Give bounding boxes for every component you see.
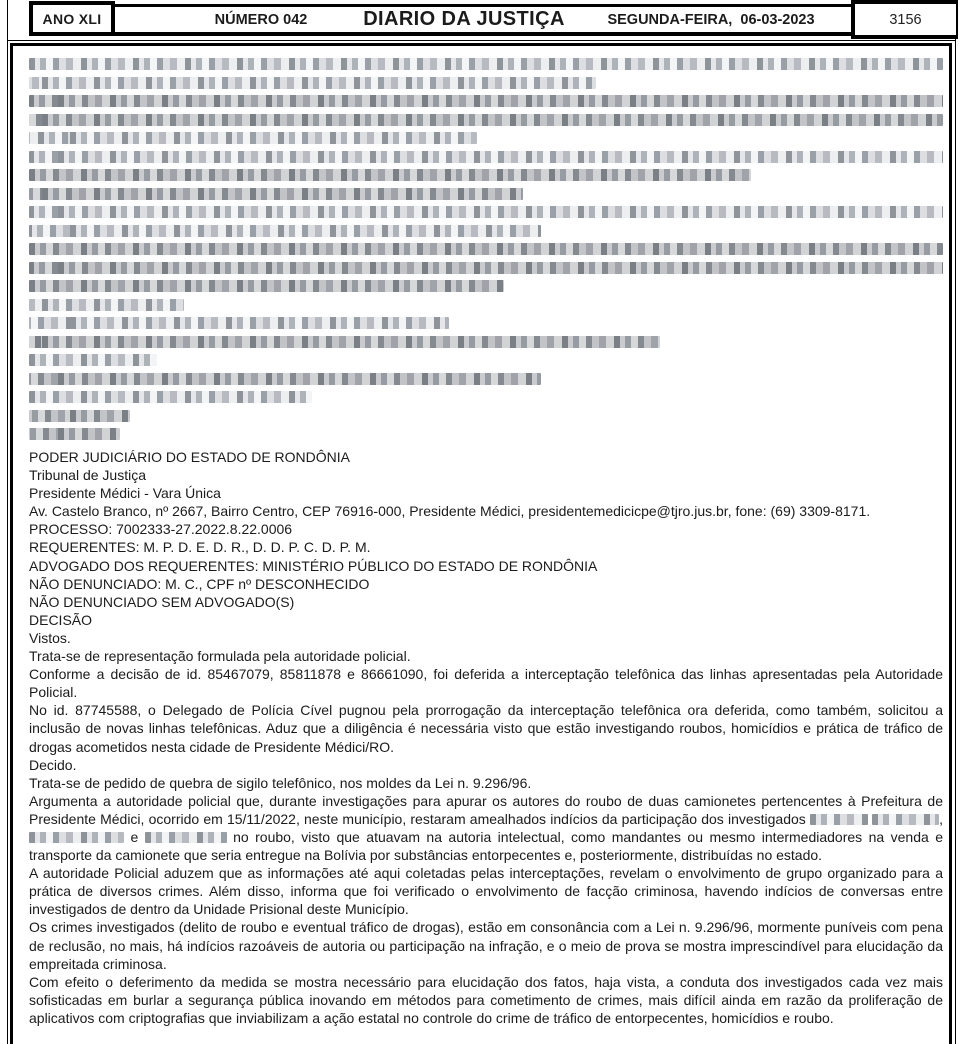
- page-border-inner: [10, 43, 952, 1044]
- doc-paragraph: Argumenta a autoridade policial que, durante investigações para apurar os autores do roubo de duas camionetes pertencentes à Prefeitura de Presidente Médici, ocorrido em 15/11/2022, neste município, restaram amealhados indícios da participação dos investigados , e no roubo, visto que atuavam na autoria intelectual, como mandantes ou mesmo intermediadores na venda e transporte da camionete que seria entregue na Bolívia por substâncias entorpecentes e, posteriormente, distribuídas no estado.: [29, 792, 944, 864]
- redacted-line: [29, 354, 157, 366]
- issue-date: SEGUNDA-FEIRA, 06-03-2023: [607, 12, 815, 28]
- redacted-name: [810, 814, 868, 825]
- doc-line: NÃO DENUNCIADO: M. C., CPF nº DESCONHECIDO: [29, 575, 370, 592]
- doc-line: DECISÃO: [29, 611, 93, 628]
- doc-line: ADVOGADO DOS REQUERENTES: MINISTÉRIO PÚBLICO DO ESTADO DE RONDÔNIA: [29, 557, 598, 574]
- edition-year-box: [29, 1, 115, 36]
- redacted-line: [29, 58, 943, 70]
- redacted-section: [29, 58, 943, 440]
- doc-paragraph: No id. 87745588, o Delegado de Polícia Cível pugnou pela prorrogação da interceptação telefônica ora deferida, como também, solicitou a inclusão de novas linhas telefônicas. Aduz que a diligência é necessária visto que estão investigando roubos, homicídios e prática de tráfico de drogas acometidos nesta cidade de Presidente Médici/RO.: [29, 702, 943, 755]
- doc-paragraph: A autoridade Policial aduzem que as informações até aqui coletadas pelas interceptações, revelam o envolvimento de grupo organizado para a prática de diversos crimes. Além disso, informa que foi verificado o envolvimento de facção criminosa, havendo indícios de conversas entre investigados de dentro da Unidade Prisional deste Município.: [29, 865, 943, 918]
- redacted-line: [29, 410, 130, 422]
- doc-line: Vistos.: [29, 629, 71, 646]
- redacted-line: [29, 188, 523, 200]
- page-border-outer: [7, 40, 956, 1044]
- doc-line: NÃO DENUNCIADO SEM ADVOGADO(S): [29, 593, 295, 610]
- doc-paragraph: Os crimes investigados (delito de roubo e eventual tráfico de drogas), estão em consonância com a Lei n. 9.296/96, mormente puníveis com pena de reclusão, no mais, há indícios razoáveis de autoria ou participação na infração, e o meio de prova se mostra imprescindível para elucidação da empreitada criminosa.: [29, 919, 943, 972]
- redacted-line: [29, 336, 660, 348]
- doc-line: PROCESSO: 7002333-27.2022.8.22.0006: [29, 521, 293, 538]
- page-number-box: [851, 0, 958, 39]
- redacted-line: [29, 114, 943, 126]
- doc-line: PODER JUDICIÁRIO DO ESTADO DE RONDÔNIA: [29, 449, 350, 465]
- doc-line: REQUERENTES: M. P. D. E. D. R., D. D. P. C. D. P. M.: [29, 539, 371, 556]
- redacted-line: [29, 428, 120, 440]
- gazette-title: DIARIO DA JUSTIÇA: [363, 8, 565, 30]
- redacted-line: [29, 317, 449, 329]
- redacted-line: [29, 206, 943, 218]
- left-border-tick: [7, 0, 8, 40]
- redacted-line: [29, 95, 943, 107]
- redacted-name: [872, 814, 939, 825]
- page-number: 3156: [889, 11, 922, 28]
- doc-paragraph: Trata-se de pedido de quebra de sigilo telefônico, nos moldes da Lei n. 9.296/96.: [29, 774, 532, 791]
- doc-paragraph: Com efeito o deferimento da medida se mostra necessário para elucidação dos fatos, haja vista, a conduta dos investigados cada vez mais sofisticadas em burlar a segurança pública inovando em métodos para cometimento de crimes, mais difícil ainda em razão da proliferação de aplicativos com criptografias que inviabilizam a ação estatal no controle do crime de tráfico de entorpecentes, homicídios e roubo.: [29, 973, 943, 1026]
- doc-line: Trata-se de representação formulada pela autoridade policial.: [29, 648, 411, 665]
- redacted-line: [29, 169, 751, 181]
- redacted-line: [29, 391, 312, 403]
- redacted-name: [29, 832, 124, 843]
- redacted-name: [145, 832, 227, 843]
- doc-line: Tribunal de Justiça: [29, 467, 146, 484]
- redacted-line: [29, 151, 943, 163]
- redacted-line: [29, 373, 541, 385]
- doc-line: Decido.: [29, 756, 77, 773]
- redacted-line: [29, 262, 943, 274]
- redacted-line: [29, 225, 541, 237]
- redacted-line: [29, 132, 477, 144]
- redacted-line: [29, 299, 184, 311]
- doc-line: Presidente Médici - Vara Única: [29, 485, 221, 502]
- issue-number: NÚMERO 042: [214, 12, 308, 28]
- doc-line: Av. Castelo Branco, nº 2667, Bairro Centro, CEP 76916-000, Presidente Médici, presidentemedicicpe@tjro.jus.br, fone: (69) 3309-8171.: [29, 503, 871, 520]
- content-area: [13, 46, 949, 1027]
- redacted-line: [29, 77, 596, 89]
- decision-document: [29, 448, 943, 1027]
- edition-year: ANO XLI: [42, 10, 102, 27]
- doc-paragraph: Conforme a decisão de id. 85467079, 85811878 e 86661090, foi deferida a interceptação telefônica das linhas apresentadas pela Autoridade Policial.: [29, 666, 943, 701]
- redacted-line: [29, 243, 943, 255]
- redacted-line: [29, 280, 504, 292]
